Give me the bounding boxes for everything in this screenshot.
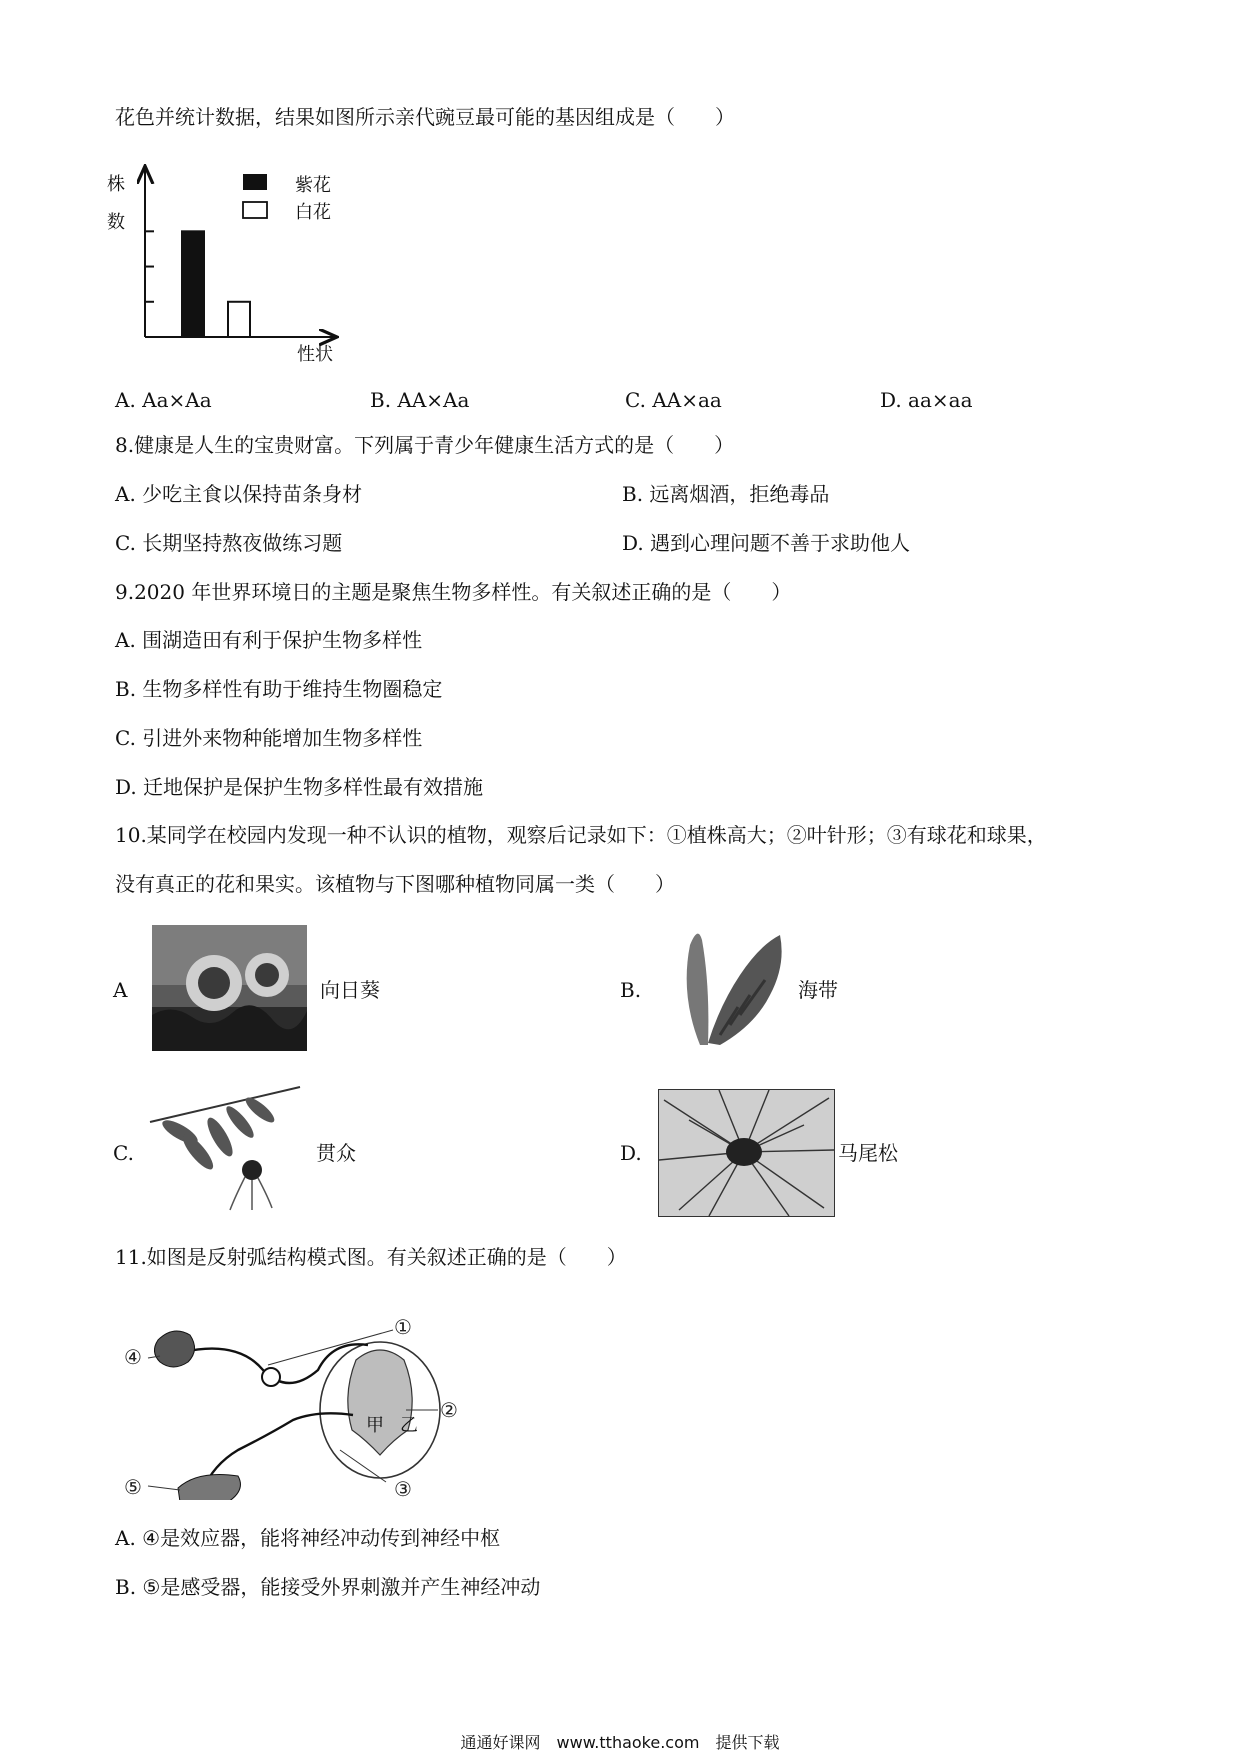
legend-white-swatch bbox=[243, 202, 267, 218]
q7-option-c[interactable]: C. AA×aa bbox=[625, 388, 722, 412]
q7-option-d[interactable]: D. aa×aa bbox=[880, 388, 973, 412]
q8-option-d[interactable]: D. 遇到心理问题不善于求助他人 bbox=[622, 531, 911, 555]
q10-option-d-name[interactable]: 马尾松 bbox=[838, 1141, 898, 1165]
q7-option-a[interactable]: A. Aa×Aa bbox=[115, 388, 212, 412]
q10-option-c-letter[interactable]: C. bbox=[113, 1141, 134, 1165]
q8-option-a[interactable]: A. 少吃主食以保持苗条身材 bbox=[115, 482, 363, 506]
pine-image bbox=[658, 1089, 835, 1217]
q11-option-b[interactable]: B. ⑤是感受器，能接受外界刺激并产生神经冲动 bbox=[115, 1575, 541, 1599]
y-axis-label-1: 株 bbox=[107, 174, 125, 195]
q10-option-b-name[interactable]: 海带 bbox=[798, 978, 838, 1002]
bar-purple bbox=[182, 231, 204, 337]
q10-option-c-name[interactable]: 贯众 bbox=[316, 1141, 356, 1165]
y-axis-label-2: 数 bbox=[107, 212, 125, 233]
q9-option-d[interactable]: D. 迁地保护是保护生物多样性最有效措施 bbox=[115, 775, 484, 799]
x-axis-label: 性状 bbox=[297, 344, 333, 362]
q10-stem-line1: 10.某同学在校园内发现一种不认识的植物，观察后记录如下：①植株高大；②叶针形；③有球花和球果， bbox=[115, 823, 1047, 847]
q10-option-b-letter[interactable]: B. bbox=[620, 978, 642, 1002]
fern-image bbox=[140, 1082, 310, 1212]
sunflower-image bbox=[152, 925, 307, 1051]
q9-option-c[interactable]: C. 引进外来物种能增加生物多样性 bbox=[115, 726, 423, 750]
kelp-image bbox=[660, 925, 795, 1051]
q9-stem: 9.2020 年世界环境日的主题是聚焦生物多样性。有关叙述正确的是（ ） bbox=[115, 580, 792, 604]
legend-white-label: 白花 bbox=[295, 202, 331, 223]
diagram-label-3: ③ bbox=[394, 1477, 412, 1500]
q10-option-a-letter[interactable]: A bbox=[113, 978, 128, 1002]
page-footer: 通通好课网 www.tthaoke.com 提供下载 bbox=[460, 1733, 780, 1752]
q9-option-a[interactable]: A. 围湖造田有利于保护生物多样性 bbox=[115, 628, 423, 652]
q11-option-a[interactable]: A. ④是效应器，能将神经冲动传到神经中枢 bbox=[115, 1526, 501, 1550]
q10-option-a-name[interactable]: 向日葵 bbox=[320, 978, 380, 1002]
q10-stem-line2: 没有真正的花和果实。该植物与下图哪种植物同属一类（ ） bbox=[115, 872, 675, 896]
q7-stem: 花色并统计数据，结果如图所示亲代豌豆最可能的基因组成是（ ） bbox=[115, 105, 735, 129]
diagram-label-1: ① bbox=[394, 1315, 412, 1339]
q8-stem: 8.健康是人生的宝贵财富。下列属于青少年健康生活方式的是（ ） bbox=[115, 433, 735, 457]
q7-option-b[interactable]: B. AA×Aa bbox=[370, 388, 470, 412]
diagram-label-yi: 乙 bbox=[400, 1415, 418, 1436]
q8-option-b[interactable]: B. 远离烟酒，拒绝毒品 bbox=[622, 482, 830, 506]
bar-chart bbox=[105, 162, 345, 362]
legend-purple-label: 紫花 bbox=[295, 175, 331, 196]
reflex-arc-diagram bbox=[118, 1300, 478, 1500]
legend-purple-swatch bbox=[243, 174, 267, 190]
diagram-label-4: ④ bbox=[124, 1345, 142, 1369]
diagram-label-jia: 甲 bbox=[366, 1415, 384, 1436]
bar-white bbox=[228, 302, 250, 337]
q8-option-c[interactable]: C. 长期坚持熬夜做练习题 bbox=[115, 531, 343, 555]
diagram-label-2: ② bbox=[440, 1398, 458, 1422]
q9-option-b[interactable]: B. 生物多样性有助于维持生物圈稳定 bbox=[115, 677, 443, 701]
diagram-label-5: ⑤ bbox=[124, 1475, 142, 1499]
q11-stem: 11.如图是反射弧结构模式图。有关叙述正确的是（ ） bbox=[115, 1245, 627, 1269]
q10-option-d-letter[interactable]: D. bbox=[620, 1141, 642, 1165]
